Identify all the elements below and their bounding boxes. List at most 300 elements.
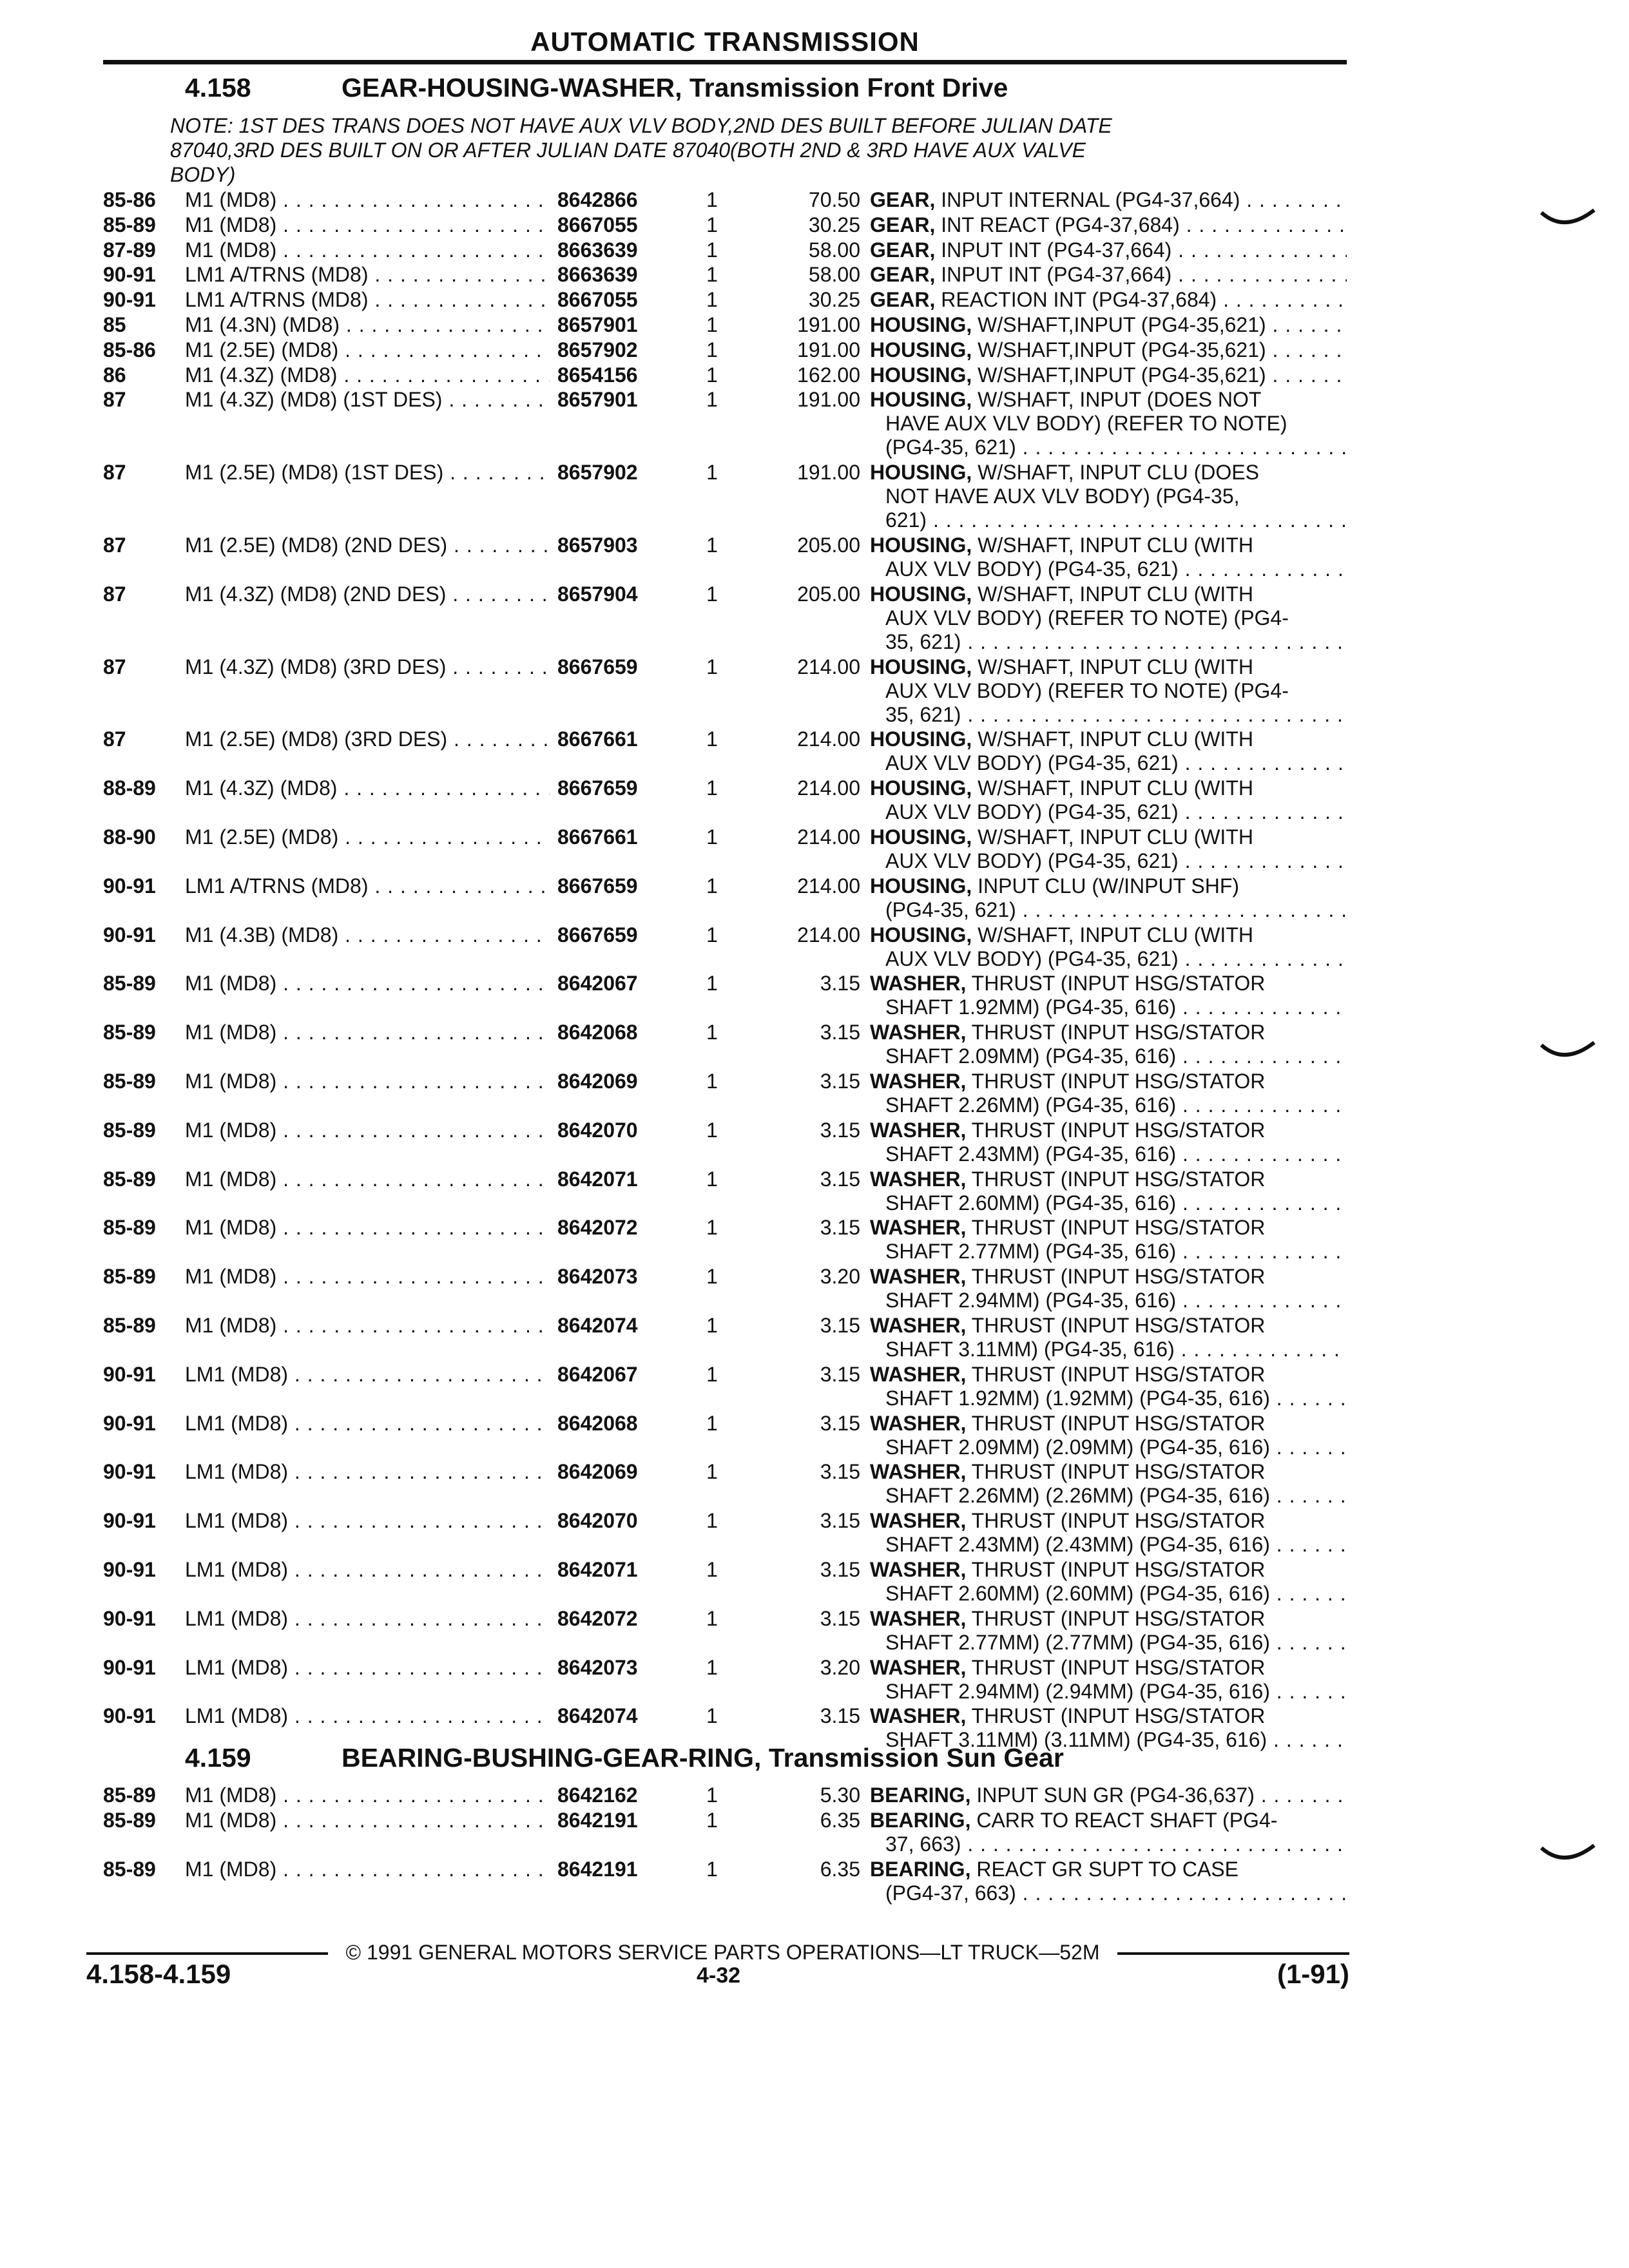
quantity: 1 [706,1167,718,1191]
year-range: 90-91 [103,1460,156,1484]
description-line [870,630,1347,654]
description-line [870,679,1347,703]
part-number: 8657901 [557,313,638,336]
part-description [870,1460,1347,1508]
part-description [870,238,1347,262]
part-number: 8657903 [557,533,638,557]
description-text: INT REACT (PG4-37,684) [941,213,1180,236]
quantity: 1 [706,776,718,800]
part-number: 8667659 [557,776,638,800]
description-text: (PG4-37, 663) [885,1881,1016,1905]
quantity: 1 [706,972,718,995]
part-number: 8642069 [557,1070,638,1093]
quantity: 1 [706,1118,718,1142]
description-noun: BEARING, [870,1857,971,1881]
description-text: THRUST (INPUT HSG/STATOR [971,1460,1266,1484]
description-line [870,1240,1347,1264]
price: 3.20 [820,1265,860,1289]
description-noun: WASHER, [870,1411,967,1435]
year-range: 88-90 [103,825,156,849]
year-range: 85-89 [103,1808,156,1832]
description-text: W/SHAFT,INPUT (PG4-35,621) [978,313,1266,336]
description-noun: GEAR, [870,213,936,236]
quantity: 1 [706,338,718,361]
price: 3.15 [820,1606,860,1630]
price: 6.35 [820,1857,860,1881]
description-line [870,436,1347,459]
description-line [870,825,1347,849]
model-code: M1 (MD8) . . . [185,1216,550,1240]
part-description [870,923,1347,971]
price: 3.15 [820,1460,860,1484]
part-number: 8657904 [557,582,638,606]
model-code: M1 (MD8) . . . [185,1021,550,1044]
description-noun: WASHER, [870,1460,967,1484]
year-range: 85 [103,313,126,336]
year-range: 87 [103,727,126,751]
description-text: HAVE AUX VLV BODY) (REFER TO NOTE) [885,412,1287,436]
description-line [870,582,1347,606]
part-number: 8667659 [557,655,638,678]
model-code: M1 (MD8) . . . [185,972,550,995]
description-noun: WASHER, [870,1265,967,1289]
price: 30.25 [808,288,860,312]
quantity: 1 [706,1655,718,1679]
year-range: 90-91 [103,288,156,312]
part-description [870,263,1347,287]
model-code: M1 (MD8) . . . [185,238,550,262]
description-line [870,727,1347,751]
description-noun: WASHER, [870,1558,967,1581]
model-code: M1 (4.3Z) (MD8) . . . [185,363,550,387]
description-noun: WASHER, [870,1314,967,1337]
year-range: 85-89 [103,1118,156,1142]
part-description [870,1021,1347,1068]
description-line [870,1363,1347,1387]
description-line [870,1338,1347,1361]
description-noun: HOUSING, [870,338,972,361]
description-noun: HOUSING, [870,363,972,387]
description-noun: WASHER, [870,972,967,995]
description-text: SHAFT 2.26MM) (PG4-35, 616) [885,1093,1177,1117]
quantity: 1 [706,1509,718,1533]
model-code: M1 (MD8) . . . [185,1070,550,1093]
part-description [870,655,1347,727]
header-rule [103,60,1347,64]
description-text: SHAFT 2.09MM) (PG4-35, 616) [885,1044,1177,1068]
description-noun: HOUSING, [870,825,972,849]
price: 214.00 [797,874,860,898]
description-line [870,1858,1347,1881]
description-text: SHAFT 2.09MM) (2.09MM) (PG4-35, 616) [885,1435,1270,1459]
price: 3.15 [820,1362,860,1386]
price: 3.15 [820,1070,860,1093]
quantity: 1 [706,313,718,336]
model-code: M1 (MD8) . . . [185,1314,550,1338]
quantity: 1 [706,1314,718,1337]
quantity: 1 [706,1857,718,1881]
description-line [870,1533,1347,1557]
price: 3.15 [820,1558,860,1581]
model-code: LM1 (MD8) . . . [185,1656,550,1680]
description-line [870,898,1347,922]
part-number: 8642070 [557,1118,638,1142]
description-text: INPUT SUN GR (PG4-36,637) [976,1783,1255,1807]
description-noun: WASHER, [870,1509,967,1533]
model-code: M1 (MD8) . . . [185,1783,550,1807]
page-header-title: AUTOMATIC TRANSMISSION [530,26,920,57]
quantity: 1 [706,188,718,211]
year-range: 85-89 [103,1070,156,1093]
year-range: 90-91 [103,1704,156,1728]
description-line [870,874,1347,898]
description-line [870,313,1347,337]
price: 3.15 [820,1021,860,1044]
note-line: NOTE: 1ST DES TRANS DOES NOT HAVE AUX VLV BODY,2ND DES BUILT BEFORE JULIAN DATE [170,114,1112,137]
model-code: LM1 A/TRNS (MD8) . . . [185,288,550,312]
description-text: AUX VLV BODY) (REFER TO NOTE) (PG4- [885,606,1289,629]
description-text: AUX VLV BODY) (PG4-35, 621) [885,557,1179,581]
quantity: 1 [706,874,718,898]
quantity: 1 [706,1216,718,1240]
description-line [870,557,1347,581]
part-description [870,1858,1347,1905]
description-line [870,655,1347,679]
part-description [870,582,1347,654]
model-code: M1 (2.5E) (MD8) . . . [185,825,550,849]
description-text: THRUST (INPUT HSG/STATOR [971,1118,1266,1142]
model-code: M1 (MD8) . . . [185,1168,550,1191]
part-description [870,874,1347,922]
description-line [870,533,1347,557]
price: 5.30 [820,1783,860,1807]
description-noun: WASHER, [870,1216,967,1240]
description-line [870,800,1347,824]
price: 58.00 [808,238,860,262]
description-text: W/SHAFT, INPUT CLU (WITH [978,776,1253,800]
part-description [870,338,1347,362]
price: 214.00 [797,776,860,800]
model-code: LM1 A/TRNS (MD8) . . . [185,874,550,898]
part-description [870,1363,1347,1410]
part-number: 8642074 [557,1314,638,1337]
part-number: 8657902 [557,461,638,485]
quantity: 1 [706,263,718,287]
quantity: 1 [706,461,718,485]
description-text: W/SHAFT, INPUT CLU (WITH [978,923,1253,947]
quantity: 1 [706,1704,718,1728]
description-text: REACT GR SUPT TO CASE [976,1857,1239,1881]
part-number: 8642071 [557,1167,638,1191]
description-noun: WASHER, [870,1704,967,1728]
model-code: LM1 (MD8) . . . [185,1363,550,1387]
quantity: 1 [706,213,718,236]
description-text: THRUST (INPUT HSG/STATOR [971,972,1266,995]
footer-copyright: © 1991 GENERAL MOTORS SERVICE PARTS OPERATIONS—LT TRUCK—52M [345,1941,1100,1964]
description-text: CARR TO REACT SHAFT (PG4- [976,1808,1278,1832]
description-text: THRUST (INPUT HSG/STATOR [971,1167,1266,1191]
model-code: M1 (2.5E) (MD8) (2ND DES) . . . [185,533,550,557]
description-line [870,1314,1347,1338]
part-number: 8667659 [557,874,638,898]
description-line [870,388,1347,412]
description-noun: HOUSING, [870,874,972,898]
quantity: 1 [706,533,718,557]
model-code: LM1 (MD8) . . . [185,1558,550,1582]
price: 30.25 [808,213,860,236]
description-line [870,947,1347,971]
description-line [870,1881,1347,1905]
description-text: AUX VLV BODY) (PG4-35, 621) [885,751,1179,775]
description-noun: WASHER, [870,1606,967,1630]
part-description [870,1265,1347,1312]
description-noun: HOUSING, [870,727,972,751]
price: 162.00 [797,363,860,387]
description-noun: WASHER, [870,1655,967,1679]
year-range: 87-89 [103,238,156,262]
description-line [870,1093,1347,1117]
model-code: M1 (4.3Z) (MD8) . . . [185,776,550,800]
description-line [870,1412,1347,1436]
footer-rule-right [1117,1952,1349,1955]
price: 191.00 [797,313,860,336]
part-description [870,972,1347,1019]
description-line [870,972,1347,995]
year-range: 90-91 [103,1509,156,1533]
description-line [870,1484,1347,1508]
description-noun: BEARING, [870,1808,971,1832]
quantity: 1 [706,655,718,678]
model-code: LM1 (MD8) . . . [185,1509,550,1533]
description-text: W/SHAFT, INPUT CLU (WITH [978,582,1253,606]
price: 205.00 [797,533,860,557]
year-range: 87 [103,655,126,678]
part-description [870,1314,1347,1361]
description-line [870,338,1347,362]
description-text: INPUT INTERNAL (PG4-37,664) [941,188,1240,211]
part-description [870,727,1347,775]
quantity: 1 [706,388,718,412]
description-noun: GEAR, [870,238,936,262]
part-description [870,1216,1347,1264]
punch-mark-top [1539,207,1597,233]
price: 3.15 [820,1216,860,1240]
price: 58.00 [808,263,860,287]
description-noun: WASHER, [870,1118,967,1142]
price: 6.35 [820,1808,860,1832]
section-note [170,113,1311,187]
description-line [870,1680,1347,1704]
description-line [870,288,1347,312]
price: 214.00 [797,655,860,678]
quantity: 1 [706,1362,718,1386]
year-range: 87 [103,582,126,606]
description-line [870,461,1347,485]
part-number: 8667661 [557,727,638,751]
part-number: 8642162 [557,1783,638,1807]
year-range: 85-89 [103,1216,156,1240]
quantity: 1 [706,727,718,751]
part-description [870,1070,1347,1117]
model-code: M1 (MD8) . . . [185,1119,550,1142]
year-range: 87 [103,461,126,485]
punch-mark-bottom [1539,1843,1597,1869]
part-number: 8642068 [557,1411,638,1435]
part-description [870,1809,1347,1856]
year-range: 90-91 [103,874,156,898]
price: 191.00 [797,461,860,485]
quantity: 1 [706,1606,718,1630]
description-text: SHAFT 2.77MM) (2.77MM) (PG4-35, 616) [885,1630,1270,1654]
description-line [870,1191,1347,1215]
description-noun: HOUSING, [870,533,972,557]
model-code: LM1 (MD8) . . . [185,1607,550,1631]
description-line [870,188,1347,212]
description-text: REACTION INT (PG4-37,684) [941,288,1217,312]
note-line: 87040,3RD DES BUILT ON OR AFTER JULIAN DATE 87040(BOTH 2ND & 3RD HAVE AUX VALVE [170,139,1086,162]
description-line [870,1142,1347,1166]
description-line [870,1704,1347,1728]
part-description [870,461,1347,532]
description-line [870,606,1347,630]
description-text: W/SHAFT, INPUT CLU (WITH [978,533,1253,557]
model-code: LM1 A/TRNS (MD8) . . . [185,263,550,287]
description-text: SHAFT 2.60MM) (PG4-35, 616) [885,1191,1177,1215]
description-noun: GEAR, [870,188,936,211]
year-range: 85-89 [103,1021,156,1044]
description-text: W/SHAFT,INPUT (PG4-35,621) [978,338,1266,361]
year-range: 86 [103,363,126,387]
description-text: (PG4-35, 621) [885,898,1016,921]
model-code: M1 (4.3B) (MD8) . . . [185,923,550,947]
quantity: 1 [706,1021,718,1044]
description-text: W/SHAFT, INPUT CLU (WITH [978,825,1253,849]
part-description [870,1168,1347,1215]
quantity: 1 [706,288,718,312]
part-number: 8642067 [557,1362,638,1386]
description-line [870,1119,1347,1142]
section-heading [103,70,1347,106]
part-description [870,363,1347,387]
description-text: INPUT INT (PG4-37,664) [941,238,1172,262]
price: 3.15 [820,1314,860,1337]
part-number: 8642068 [557,1021,638,1044]
quantity: 1 [706,825,718,849]
part-description [870,1607,1347,1655]
part-description [870,825,1347,873]
model-code: LM1 (MD8) . . . [185,1412,550,1436]
price: 3.20 [820,1655,860,1679]
part-number: 8642866 [557,188,638,211]
description-text: INPUT CLU (W/INPUT SHF) [978,874,1240,898]
part-number: 8642191 [557,1808,638,1832]
description-line [870,849,1347,873]
model-code: M1 (MD8) . . . [185,188,550,212]
description-line [870,1265,1347,1289]
description-line [870,1631,1347,1655]
description-line [870,1582,1347,1606]
model-code: LM1 (MD8) . . . [185,1460,550,1484]
description-text: THRUST (INPUT HSG/STATOR [971,1655,1266,1679]
part-description [870,1119,1347,1166]
price: 70.50 [808,188,860,211]
description-text: W/SHAFT, INPUT CLU (WITH [978,727,1253,751]
description-line [870,263,1347,287]
description-line [870,1460,1347,1484]
description-text: THRUST (INPUT HSG/STATOR [971,1265,1266,1289]
price: 205.00 [797,582,860,606]
price: 214.00 [797,825,860,849]
description-noun: GEAR, [870,288,936,312]
part-description [870,188,1347,212]
section-title: GEAR-HOUSING-WASHER, Transmission Front Drive [342,73,1008,102]
quantity: 1 [706,1808,718,1832]
year-range: 90-91 [103,263,156,287]
part-description [870,1656,1347,1704]
quantity: 1 [706,238,718,262]
description-text: W/SHAFT, INPUT CLU (WITH [978,655,1253,678]
footer-rule-left [86,1952,328,1955]
footer-page-number: 4-32 [696,1963,741,1988]
part-description [870,1558,1347,1606]
part-number: 8642074 [557,1704,638,1728]
part-description [870,533,1347,581]
section-number: 4.159 [185,1743,251,1773]
description-line [870,995,1347,1019]
footer-section-range: 4.158-4.159 [86,1959,231,1989]
quantity: 1 [706,1411,718,1435]
description-noun: HOUSING, [870,923,972,947]
description-line [870,776,1347,800]
description-text: AUX VLV BODY) (PG4-35, 621) [885,947,1179,970]
description-text: W/SHAFT,INPUT (PG4-35,621) [978,363,1266,387]
description-text: 35, 621) [885,629,961,653]
part-description [870,1509,1347,1557]
year-range: 85-89 [103,1167,156,1191]
description-noun: WASHER, [870,1167,967,1191]
description-line [870,1436,1347,1459]
description-line [870,1509,1347,1533]
price: 3.15 [820,1509,860,1533]
year-range: 87 [103,388,126,412]
part-number: 8657902 [557,338,638,361]
description-line [870,1044,1347,1068]
price: 191.00 [797,388,860,412]
description-line [870,508,1347,532]
description-text: THRUST (INPUT HSG/STATOR [971,1314,1266,1337]
quantity: 1 [706,1558,718,1581]
quantity: 1 [706,363,718,387]
punch-mark-middle [1539,1040,1597,1066]
description-line [870,1656,1347,1680]
description-text: 621) [885,508,927,532]
quantity: 1 [706,1783,718,1807]
part-number: 8642067 [557,972,638,995]
description-text: SHAFT 2.94MM) (PG4-35, 616) [885,1289,1177,1312]
part-description [870,388,1347,459]
description-noun: HOUSING, [870,388,972,412]
description-line [870,485,1347,508]
description-line [870,1168,1347,1191]
description-line [870,1070,1347,1093]
part-number: 8642073 [557,1655,638,1679]
part-description [870,776,1347,824]
year-range: 85-86 [103,188,156,211]
part-number: 8667055 [557,288,638,312]
part-number: 8654156 [557,363,638,387]
year-range: 90-91 [103,1411,156,1435]
footer-revision-date: (1-91) [1277,1959,1349,1989]
